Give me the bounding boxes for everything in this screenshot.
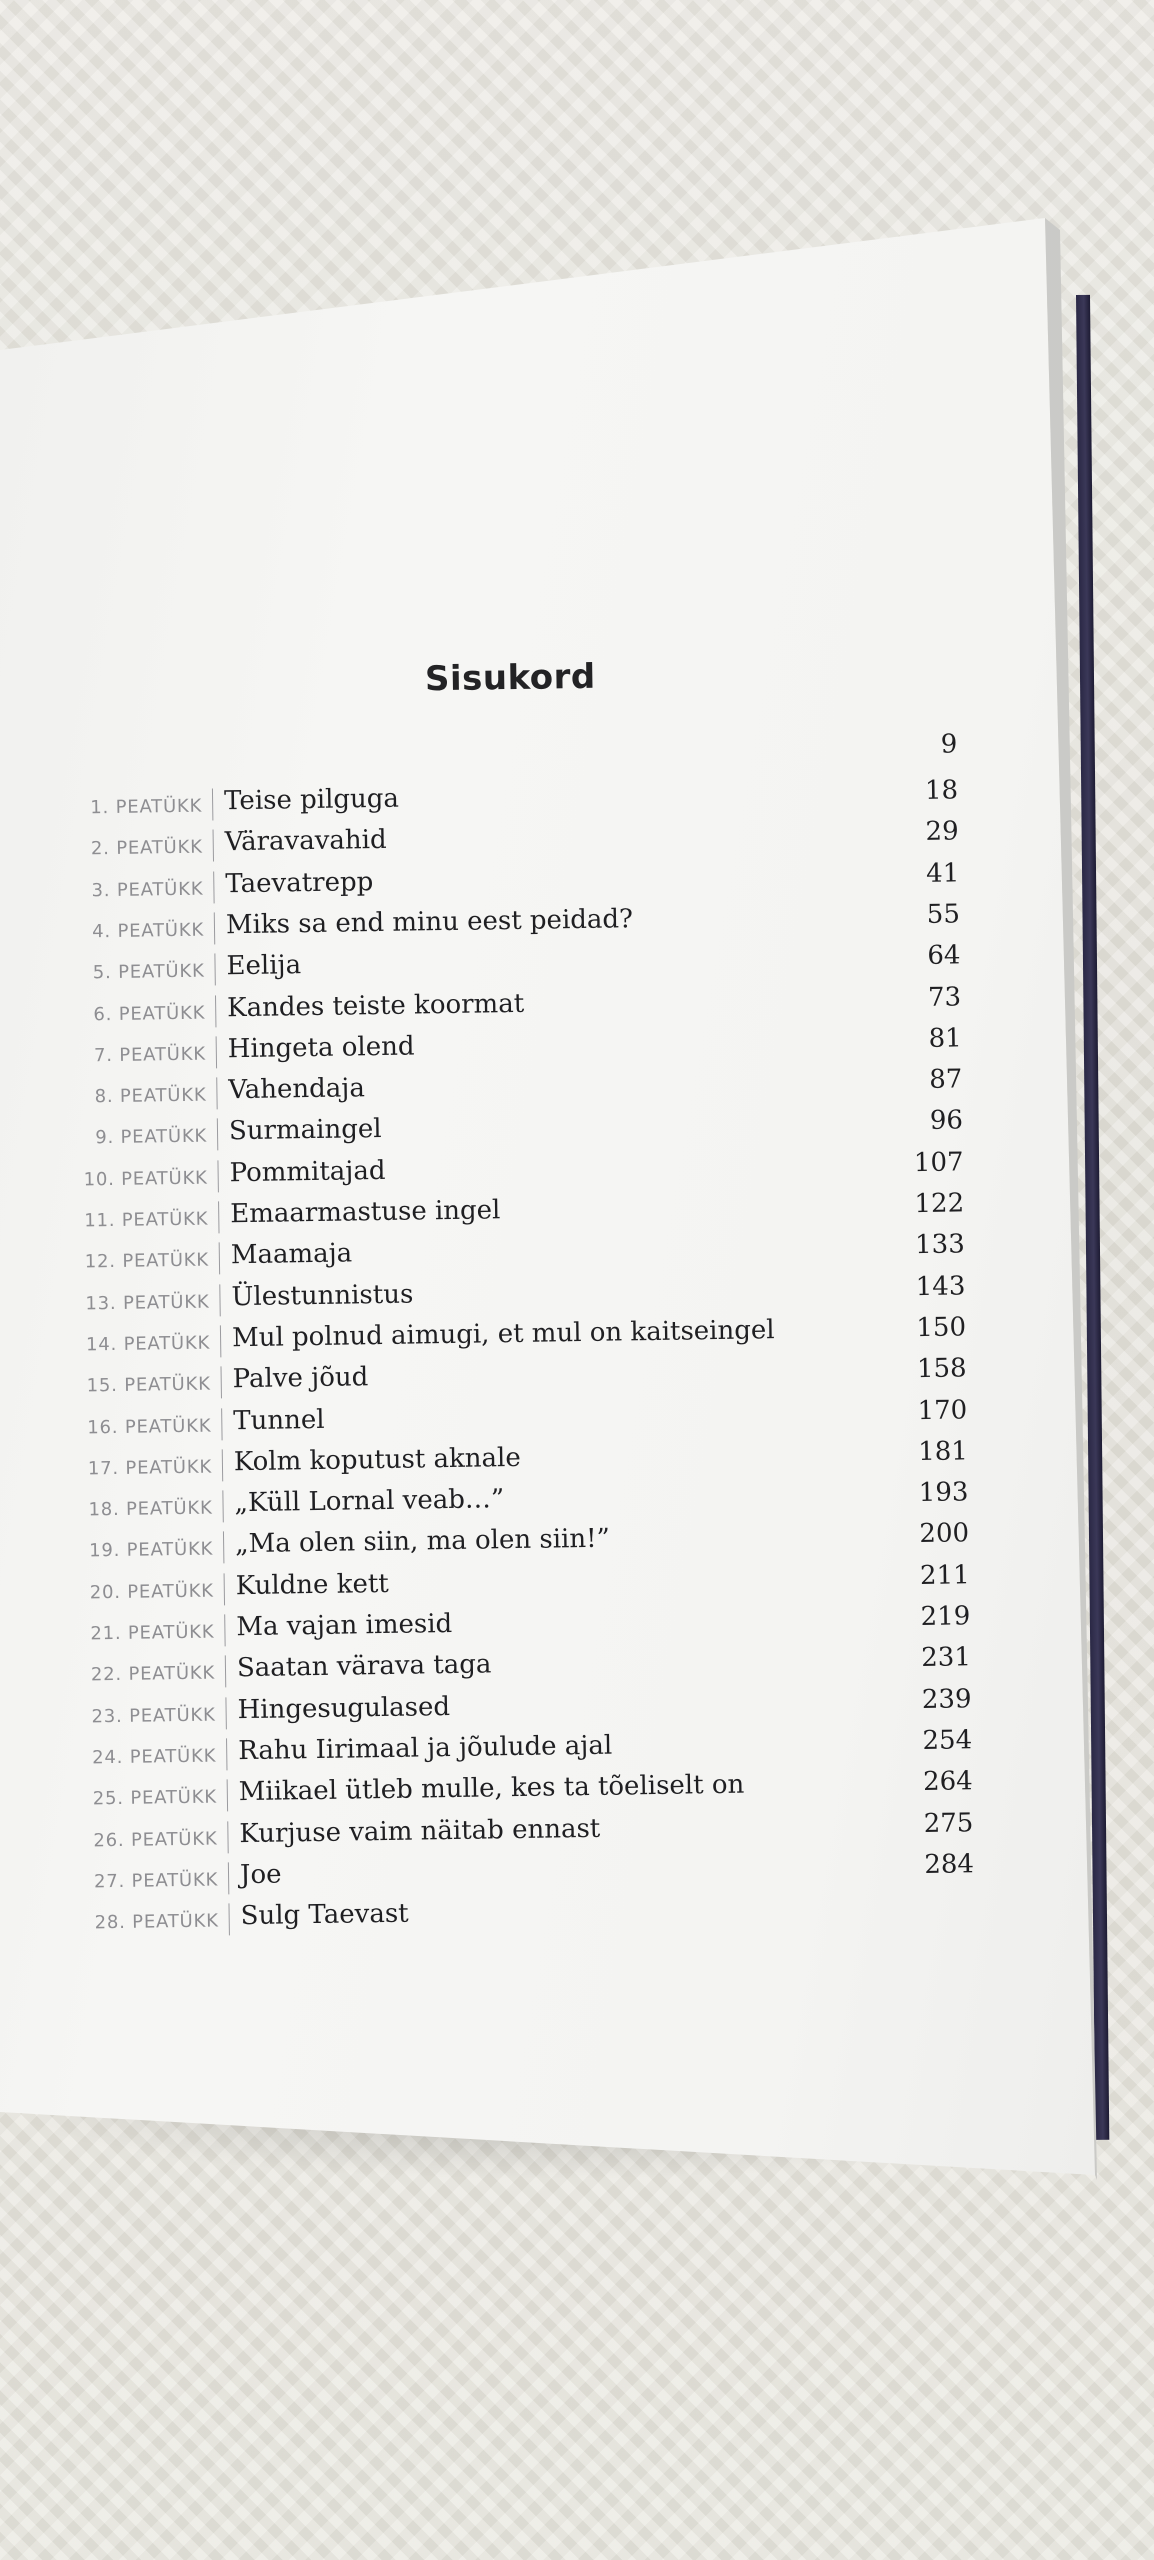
chapter-word: PEATÜKK [127, 1580, 214, 1603]
separator-bar [228, 1862, 229, 1894]
chapter-number: 22. [90, 1664, 123, 1686]
page-number: 87 [929, 1064, 963, 1095]
chapter-number: 21. [90, 1622, 122, 1645]
chapter-label [54, 1580, 214, 1603]
page-number: 133 [914, 1229, 965, 1261]
page-number: 150 [916, 1312, 967, 1343]
chapter-label [43, 837, 203, 860]
chapter-label [42, 796, 202, 819]
separator-bar [214, 912, 215, 944]
chapter-word: PEATÜKK [131, 1869, 219, 1892]
separator-bar [222, 1490, 223, 1522]
separator-bar [219, 1284, 220, 1316]
page-title: Sisukord [424, 656, 596, 700]
chapter-label [54, 1622, 214, 1645]
chapter-label [47, 1126, 207, 1149]
page-number: 81 [928, 1023, 962, 1054]
chapter-number: 27. [93, 1870, 126, 1893]
page-number: 143 [915, 1270, 966, 1302]
page-number: 55 [926, 899, 961, 930]
page-number: 275 [923, 1807, 974, 1839]
chapter-title: Mul polnud aimugi, et mul on kaitseingel [231, 1315, 775, 1354]
page-number: 41 [925, 857, 960, 889]
chapter-title: Kandes teiste koormat [226, 988, 525, 1023]
chapter-word: PEATÜKK [130, 1827, 218, 1851]
page-number [894, 1890, 974, 1891]
chapter-label [44, 919, 204, 942]
chapter-label [52, 1456, 212, 1479]
chapter-number: 23. [91, 1705, 123, 1727]
chapter-label [55, 1663, 215, 1686]
page-number: 254 [922, 1725, 973, 1756]
chapter-number: 3. [91, 879, 111, 901]
chapter-number: 12. [84, 1251, 117, 1273]
chapter-label [46, 1085, 206, 1108]
chapter-word: PEATÜKK [121, 1167, 208, 1190]
separator-bar [226, 1738, 227, 1770]
chapter-label [53, 1539, 213, 1562]
chapter-word: PEATÜKK [128, 1704, 216, 1727]
page-number: 284 [924, 1849, 975, 1880]
page-number: 73 [927, 981, 962, 1013]
chapter-number: 26. [93, 1829, 125, 1851]
chapter-title: Kolm koputust aknale [233, 1442, 521, 1478]
chapter-number: 1. [90, 796, 110, 819]
chapter-title: Maamaja [230, 1238, 353, 1271]
chapter-title: Saatan värava taga [236, 1649, 492, 1684]
chapter-word: PEATÜKK [124, 1415, 212, 1438]
page-number: 122 [914, 1188, 965, 1220]
separator-bar [228, 1903, 229, 1935]
chapter-title: Miikael ütleb mulle, kes ta tõeliselt on [238, 1769, 745, 1808]
separator-bar [221, 1408, 222, 1440]
chapter-label [59, 1911, 219, 1934]
chapter-word: PEATÜKK [119, 1084, 207, 1107]
separator-bar [220, 1325, 221, 1357]
chapter-label [57, 1787, 217, 1810]
chapter-word: PEATÜKK [117, 919, 205, 942]
chapter-label [46, 1043, 206, 1066]
chapter-title: „Küll Lornal veab…” [234, 1484, 505, 1519]
chapter-label [48, 1209, 208, 1232]
chapter-number: 19. [88, 1540, 121, 1562]
separator-bar [227, 1821, 228, 1853]
separator-bar [213, 830, 214, 862]
chapter-title: Vahendaja [228, 1073, 366, 1106]
chapter-number: 4. [92, 920, 112, 943]
chapter-label [45, 1002, 205, 1025]
chapter-word: PEATÜKK [120, 1125, 208, 1149]
separator-bar [217, 1119, 218, 1151]
chapter-number: 20. [89, 1581, 121, 1604]
page-number: 158 [916, 1353, 967, 1385]
chapter-title: Väravavahid [224, 825, 387, 858]
chapter-word: PEATÜKK [127, 1621, 215, 1644]
separator-bar [216, 1036, 217, 1068]
chapter-word: PEATÜKK [130, 1786, 218, 1809]
chapter-number: 24. [92, 1746, 124, 1769]
chapter-word: PEATÜKK [118, 1002, 206, 1025]
chapter-word: PEATÜKK [122, 1291, 210, 1314]
separator-bar [222, 1449, 223, 1481]
separator-bar [225, 1697, 226, 1729]
page-number: 107 [913, 1147, 964, 1178]
chapter-title: „Ma olen siin, ma olen siin!” [234, 1524, 611, 1560]
chapter-label [51, 1415, 211, 1438]
separator-bar [218, 1201, 219, 1233]
chapter-word: PEATÜKK [123, 1332, 211, 1355]
chapter-title: Rahu Iirimaal ja jõulude ajal [237, 1730, 613, 1767]
chapter-title: Ülestunnistus [231, 1279, 414, 1312]
separator-bar [223, 1532, 224, 1564]
intro-page-number: 9 [940, 729, 958, 760]
chapter-title: Surmaingel [228, 1114, 382, 1147]
page-number: 200 [919, 1518, 970, 1550]
chapter-title: Palve jõud [232, 1362, 369, 1395]
page-number: 231 [921, 1642, 972, 1674]
separator-bar [212, 788, 213, 820]
chapter-number: 14. [85, 1333, 118, 1356]
separator-bar [219, 1243, 220, 1275]
separator-bar [227, 1780, 228, 1812]
page-number: 211 [919, 1559, 970, 1591]
separator-bar [224, 1573, 225, 1605]
chapter-number: 10. [83, 1168, 115, 1191]
chapter-title: Eelija [226, 950, 302, 982]
chapter-title: Tunnel [233, 1404, 325, 1436]
chapter-number: 15. [86, 1375, 118, 1397]
chapter-number: 11. [84, 1209, 116, 1232]
chapter-label [44, 961, 204, 984]
page-number: 96 [929, 1105, 964, 1137]
chapter-number: 13. [85, 1292, 117, 1314]
page-number: 264 [922, 1766, 973, 1798]
page-number: 29 [925, 816, 959, 848]
page-number: 64 [927, 940, 961, 972]
page-number: 181 [917, 1436, 969, 1467]
chapter-title: Hingesugulased [237, 1691, 451, 1725]
chapter-word: PEATÜKK [122, 1249, 210, 1273]
chapter-label [50, 1332, 210, 1355]
chapter-number: 16. [87, 1416, 119, 1438]
chapter-title: Kurjuse vaim näitab ennast [239, 1813, 601, 1849]
page-number: 239 [921, 1683, 972, 1715]
chapter-number: 8. [94, 1086, 114, 1108]
chapter-number: 7. [93, 1044, 113, 1067]
page-number: 170 [917, 1394, 968, 1426]
chapter-title: Pommitajad [229, 1155, 386, 1188]
chapter-label [57, 1828, 217, 1851]
chapter-word: PEATÜKK [121, 1208, 209, 1231]
chapter-label [52, 1498, 212, 1521]
chapter-number: 6. [93, 1003, 113, 1025]
chapter-number: 28. [94, 1911, 126, 1934]
separator-bar [215, 995, 216, 1027]
chapter-title: Taevatrepp [225, 866, 374, 899]
chapter-title: Sulg Taevast [240, 1898, 409, 1932]
chapter-label [56, 1704, 216, 1727]
chapter-title: Emaarmastuse ingel [230, 1195, 501, 1230]
separator-bar [213, 871, 214, 903]
chapter-title: Miks sa end minu eest peidad? [225, 904, 634, 941]
separator-bar [217, 1160, 218, 1192]
chapter-label [49, 1291, 209, 1314]
chapter-number: 2. [90, 838, 110, 860]
chapter-number: 9. [95, 1127, 115, 1149]
chapter-word: PEATÜKK [115, 795, 203, 818]
page-number: 219 [920, 1601, 971, 1633]
separator-bar [224, 1614, 225, 1646]
chapter-title: Joe [239, 1859, 282, 1890]
chapter-word: PEATÜKK [116, 878, 204, 901]
chapter-title: Kuldne kett [235, 1568, 389, 1601]
chapter-number: 17. [87, 1457, 120, 1480]
chapter-label [49, 1250, 209, 1273]
chapter-label [43, 878, 203, 901]
chapter-label [58, 1869, 218, 1892]
chapter-word: PEATÜKK [132, 1910, 219, 1933]
separator-bar [216, 1078, 217, 1110]
chapter-number: 5. [92, 962, 112, 984]
chapter-word: PEATÜKK [116, 836, 203, 860]
chapter-word: PEATÜKK [125, 1497, 213, 1520]
chapter-label [48, 1167, 208, 1190]
chapter-word: PEATÜKK [119, 1043, 207, 1066]
chapter-word: PEATÜKK [129, 1745, 217, 1768]
page-number: 18 [924, 775, 959, 806]
chapter-title: Ma vajan imesid [236, 1608, 453, 1643]
chapter-number: 18. [88, 1499, 120, 1521]
separator-bar [225, 1656, 226, 1688]
chapter-word: PEATÜKK [124, 1373, 211, 1397]
chapter-word: PEATÜKK [125, 1456, 213, 1479]
chapter-word: PEATÜKK [126, 1538, 214, 1562]
chapter-label [56, 1745, 216, 1768]
chapter-word: PEATÜKK [117, 960, 205, 984]
chapter-word: PEATÜKK [128, 1662, 216, 1686]
separator-bar [214, 954, 215, 986]
chapter-title: Hingeta olend [227, 1031, 415, 1065]
page-number: 193 [918, 1477, 969, 1509]
separator-bar [221, 1367, 222, 1399]
chapter-label [51, 1374, 211, 1397]
chapter-number: 25. [92, 1788, 124, 1810]
chapter-title: Teise pilguga [223, 783, 400, 817]
